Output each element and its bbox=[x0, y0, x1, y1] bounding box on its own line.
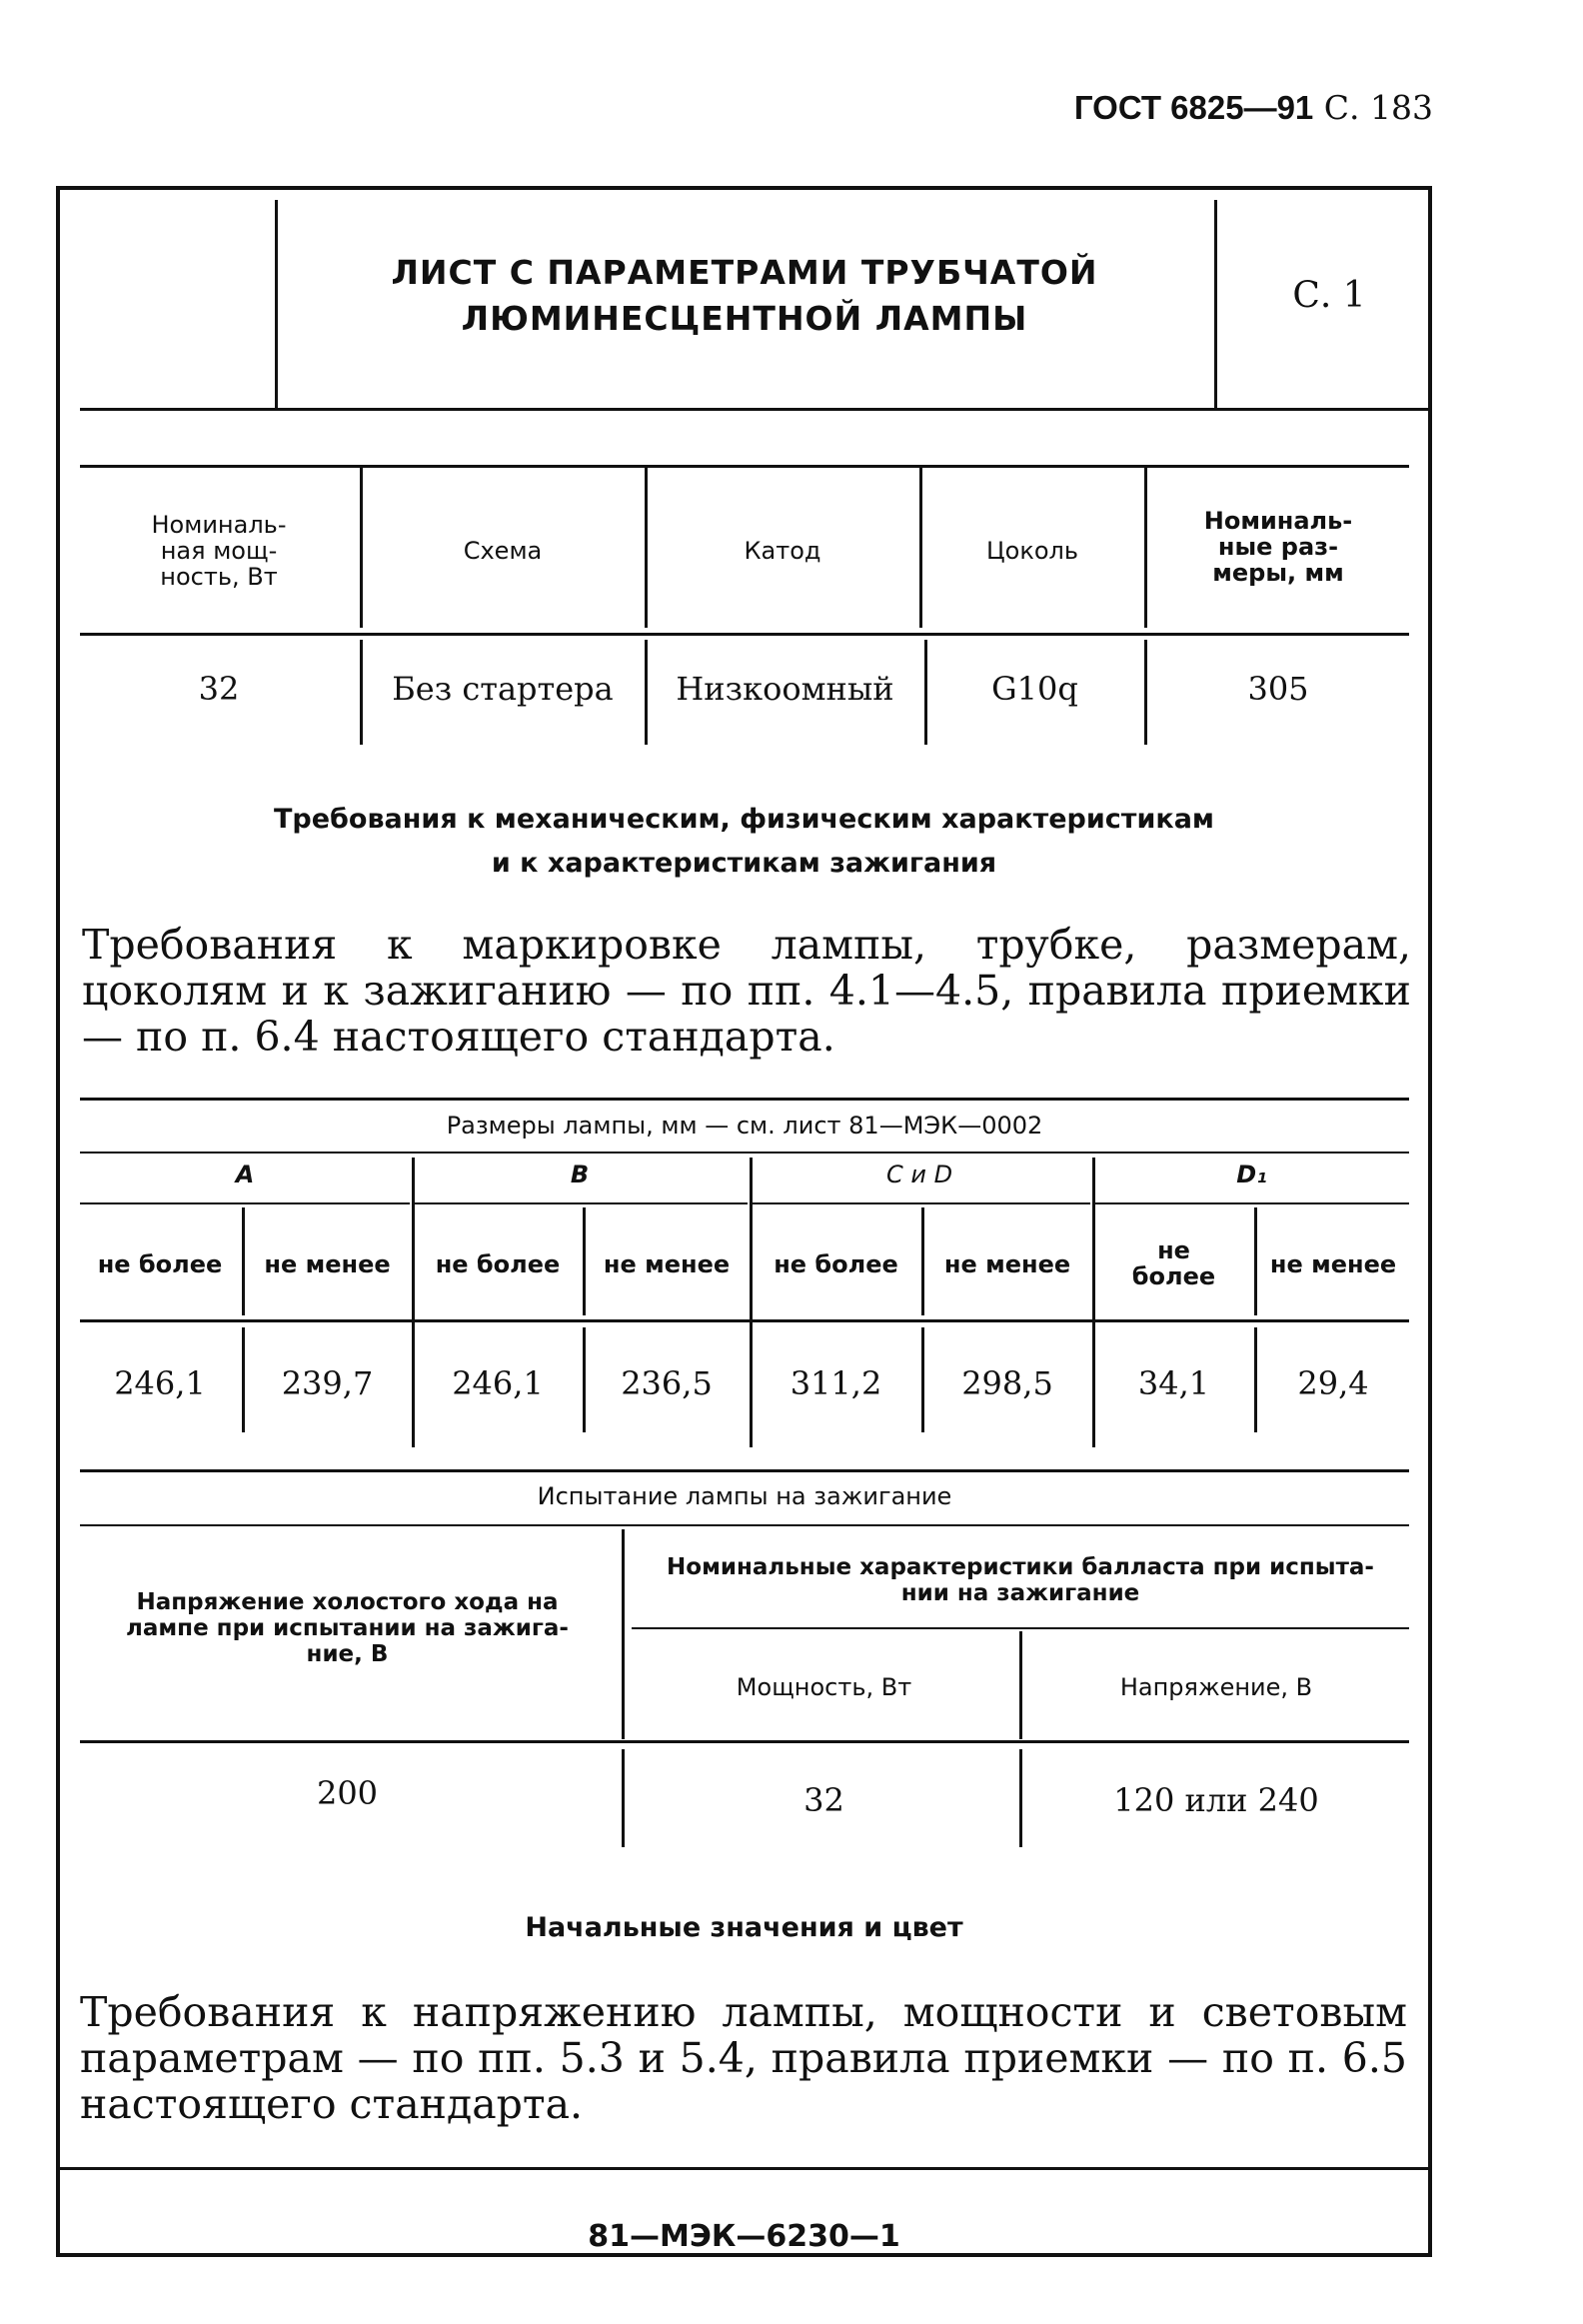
ignition-col-divider bbox=[622, 1529, 625, 1739]
section1-heading-line2: и к характеристикам зажигания bbox=[491, 848, 997, 879]
sub-b-max: не более bbox=[435, 1250, 561, 1278]
value-ballast-power: 32 bbox=[803, 1781, 844, 1819]
value-d1-max: 34,1 bbox=[1137, 1364, 1210, 1402]
main-table-header-rule bbox=[80, 633, 1409, 636]
page-header bbox=[1074, 88, 1433, 127]
section1-heading-line1: Требования к механическим, физическим характеристикам bbox=[274, 804, 1214, 835]
footer-rule bbox=[60, 2167, 1432, 2170]
value-b-max: 246,1 bbox=[452, 1364, 544, 1402]
section2-heading: Начальные значения и цвет bbox=[525, 1912, 963, 1943]
value-a-max: 246,1 bbox=[114, 1364, 206, 1402]
dims-caption: Размеры лампы, мм — см. лист 81—МЭК—0002 bbox=[446, 1112, 1043, 1140]
ignition-top-rule bbox=[80, 1469, 1409, 1472]
ignition-caption: Испытание лампы на зажигание bbox=[537, 1482, 952, 1510]
section2-text: Требования к напряжению лампы, мощности и световым параметрам — по пп. 5.3 и 5.4, правила приемки — по п. 6.5 настоящего стандарта. bbox=[80, 1988, 1407, 2128]
sheet-number: С. 1 bbox=[1292, 275, 1366, 316]
header-power: Номиналь- ная мощ- ность, Вт bbox=[151, 511, 287, 591]
section1-heading bbox=[56, 798, 1432, 886]
value-a-min: 239,7 bbox=[281, 1364, 374, 1402]
header-ballast-power: Мощность, Вт bbox=[736, 1673, 912, 1701]
sheet-title-line2: ЛЮМИНЕСЦЕНТНОЙ ЛАМПЫ bbox=[461, 299, 1028, 338]
page-number: С. 183 bbox=[1323, 88, 1433, 127]
value-open-circuit-voltage: 200 bbox=[316, 1774, 379, 1812]
dims-caption-rule bbox=[80, 1152, 1409, 1154]
value-scheme: Без стартера bbox=[392, 670, 614, 708]
sub-d1-max: не более bbox=[1131, 1236, 1216, 1290]
value-cap: G10q bbox=[991, 670, 1078, 708]
section1-text: Требования к маркировке лампы, трубке, размерам, цоколям и к зажиганию — по пп. 4.1—4.5, правила приемки — по п. 6.4 настоящего стандарта. bbox=[82, 921, 1411, 1061]
value-c-min: 298,5 bbox=[961, 1364, 1053, 1402]
dims-group-rule bbox=[1095, 1202, 1409, 1204]
ignition-header-rule bbox=[80, 1740, 1409, 1743]
value-dimensions: 305 bbox=[1247, 670, 1309, 708]
group-a: A bbox=[235, 1161, 255, 1188]
ignition-value-divider bbox=[1019, 1749, 1022, 1847]
group-b: B bbox=[570, 1161, 590, 1188]
value-c-max: 311,2 bbox=[790, 1364, 882, 1402]
header-ballast-voltage: Напряжение, В bbox=[1119, 1673, 1313, 1701]
dims-group-divider bbox=[1092, 1158, 1095, 1447]
ignition-value-divider bbox=[622, 1749, 625, 1847]
ballast-col-divider bbox=[1019, 1631, 1022, 1739]
dims-top-rule bbox=[80, 1098, 1409, 1101]
dims-header-rule bbox=[80, 1319, 1409, 1322]
value-d1-min: 29,4 bbox=[1297, 1364, 1369, 1402]
main-table-top-rule bbox=[80, 465, 1409, 468]
title-bottom-rule bbox=[80, 408, 1432, 411]
sheet-title-line1: ЛИСТ С ПАРАМЕТРАМИ ТРУБЧАТОЙ bbox=[391, 253, 1098, 292]
group-d1: D₁ bbox=[1236, 1161, 1267, 1188]
sub-c-max: не более bbox=[774, 1250, 898, 1278]
value-ballast-voltage: 120 или 240 bbox=[1113, 1781, 1319, 1819]
value-power: 32 bbox=[198, 670, 240, 708]
sheet-footer: 81—МЭК—6230—1 bbox=[588, 2219, 900, 2254]
header-cathode: Катод bbox=[744, 537, 821, 565]
sub-d1-min: не менее bbox=[1269, 1250, 1397, 1278]
header-open-circuit-voltage: Напряжение холостого хода на лампе при испытании на зажига- ние, В bbox=[126, 1589, 569, 1667]
value-cathode: Низкоомный bbox=[676, 670, 894, 708]
dims-group-divider bbox=[750, 1158, 753, 1447]
header-ballast: Номинальные характеристики балласта при испыта- нии на зажигание bbox=[667, 1554, 1374, 1606]
sheet-title bbox=[330, 250, 1159, 342]
ignition-caption-rule bbox=[80, 1524, 1409, 1526]
dims-group-divider bbox=[412, 1158, 415, 1447]
dims-group-rule bbox=[415, 1202, 748, 1204]
group-c-d: C и D bbox=[885, 1161, 953, 1188]
title-divider-right bbox=[1214, 200, 1217, 410]
header-cap: Цоколь bbox=[986, 537, 1078, 565]
sub-b-min: не менее bbox=[603, 1250, 731, 1278]
sub-a-min: не менее bbox=[264, 1250, 391, 1278]
gost-number: ГОСТ 6825—91 bbox=[1073, 89, 1314, 126]
dims-group-rule bbox=[80, 1202, 410, 1204]
title-divider-left bbox=[275, 200, 278, 410]
value-b-min: 236,5 bbox=[621, 1364, 713, 1402]
sub-c-min: не менее bbox=[943, 1250, 1071, 1278]
dims-group-rule bbox=[753, 1202, 1090, 1204]
ballast-header-rule bbox=[632, 1627, 1409, 1629]
header-scheme: Схема bbox=[463, 537, 543, 565]
header-dimensions: Номиналь- ные раз- меры, мм bbox=[1203, 507, 1353, 587]
sub-a-max: не более bbox=[97, 1250, 223, 1278]
